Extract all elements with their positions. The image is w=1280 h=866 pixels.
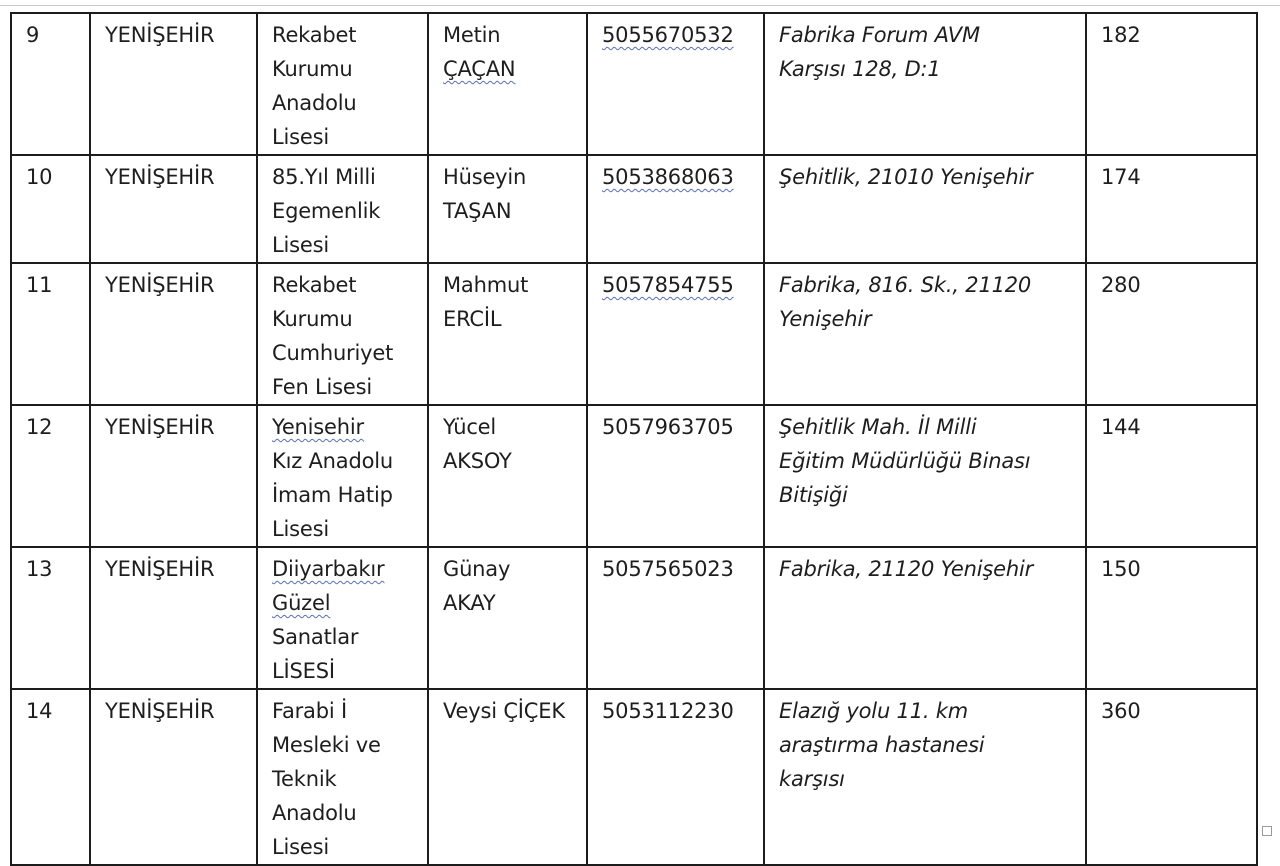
count-cell (1086, 405, 1257, 547)
count-cell (1086, 13, 1257, 155)
contact-person-surname: ÇAÇAN (443, 57, 516, 81)
phone-number: 5057565023 (602, 557, 734, 581)
address-line: Fabrika, 21120 Yenişehir (779, 557, 1034, 581)
phone-number: 5055670532 (602, 23, 734, 47)
school-name-line: Lisesi (272, 517, 329, 541)
school-name-line: Kız Anadolu (272, 449, 393, 473)
table-row (11, 155, 1257, 263)
district-name: YENİŞEHİR (105, 699, 215, 723)
table-row (11, 547, 1257, 689)
school-name-cell (257, 689, 428, 865)
contact-person-line: Hüseyin (443, 165, 527, 189)
district-cell (90, 689, 257, 865)
address-line: araştırma hastanesi (779, 733, 985, 757)
phone-cell (587, 155, 764, 263)
district-cell (90, 405, 257, 547)
row-number: 14 (26, 699, 53, 723)
school-name-line: Kurumu (272, 307, 353, 331)
address-line: Fabrika Forum AVM (779, 23, 980, 47)
table-resize-handle[interactable] (1262, 826, 1272, 836)
address-cell (764, 547, 1086, 689)
count-value: 280 (1101, 273, 1141, 297)
phone-cell (587, 405, 764, 547)
count-value: 144 (1101, 415, 1141, 439)
school-name-word: Güzel (272, 591, 331, 615)
count-value: 174 (1101, 165, 1141, 189)
address-cell (764, 155, 1086, 263)
school-name-line: LİSESİ (272, 659, 335, 683)
contact-person-line (443, 52, 572, 86)
school-name-line (272, 586, 413, 620)
count-value: 182 (1101, 23, 1141, 47)
school-name-line: Mesleki ve (272, 733, 381, 757)
school-name-line: Rekabet (272, 23, 357, 47)
contact-person-cell (428, 405, 587, 547)
count-value: 150 (1101, 557, 1141, 581)
school-name-line: 85.Yıl Milli (272, 165, 376, 189)
address-cell (764, 263, 1086, 405)
count-cell (1086, 263, 1257, 405)
school-name-cell (257, 405, 428, 547)
school-name-line: Anadolu (272, 801, 357, 825)
row-number-cell (11, 689, 90, 865)
row-number-cell (11, 13, 90, 155)
contact-person-line: Günay (443, 557, 511, 581)
school-name-line (272, 552, 413, 586)
count-cell (1086, 689, 1257, 865)
contact-person-line: AKSOY (443, 449, 512, 473)
school-name-word: Diiyarbakır (272, 557, 385, 581)
count-value: 360 (1101, 699, 1141, 723)
school-name-cell (257, 155, 428, 263)
address-line: Karşısı 128, D:1 (779, 57, 941, 81)
contact-person-cell (428, 263, 587, 405)
count-cell (1086, 155, 1257, 263)
school-name-line: Lisesi (272, 233, 329, 257)
address-line: Elazığ yolu 11. km (779, 699, 969, 723)
school-name-line: Teknik (272, 767, 337, 791)
contact-person-cell (428, 155, 587, 263)
contact-person-line: AKAY (443, 591, 496, 615)
contact-person-cell (428, 547, 587, 689)
district-cell (90, 155, 257, 263)
school-name-line: Farabi İ (272, 699, 347, 723)
district-name: YENİŞEHİR (105, 165, 215, 189)
phone-number: 5053868063 (602, 165, 734, 189)
row-number-cell (11, 547, 90, 689)
school-name-line: Kurumu (272, 57, 353, 81)
phone-cell (587, 689, 764, 865)
address-line: Eğitim Müdürlüğü Binası (779, 449, 1031, 473)
phone-number: 5057854755 (602, 273, 734, 297)
table-row (11, 263, 1257, 405)
table-row (11, 689, 1257, 865)
contact-person-cell (428, 689, 587, 865)
district-name: YENİŞEHİR (105, 23, 215, 47)
address-line: Şehitlik, 21010 Yenişehir (779, 165, 1033, 189)
school-name-line: Egemenlik (272, 199, 381, 223)
school-name-line: Anadolu (272, 91, 357, 115)
district-cell (90, 13, 257, 155)
school-name-line: Lisesi (272, 125, 329, 149)
district-cell (90, 263, 257, 405)
school-name-line: Sanatlar (272, 625, 359, 649)
district-name: YENİŞEHİR (105, 557, 215, 581)
address-cell (764, 405, 1086, 547)
school-name-cell (257, 13, 428, 155)
row-number: 12 (26, 415, 53, 439)
contact-person-line: ERCİL (443, 307, 502, 331)
school-name-word: Yenisehir (272, 415, 364, 439)
phone-cell (587, 13, 764, 155)
address-cell (764, 13, 1086, 155)
contact-person-line: Veysi ÇİÇEK (443, 699, 565, 723)
phone-number: 5053112230 (602, 699, 734, 723)
phone-cell (587, 547, 764, 689)
district-name: YENİŞEHİR (105, 273, 215, 297)
address-line: Şehitlik Mah. İl Milli (779, 415, 977, 439)
contact-person-line: Mahmut (443, 273, 529, 297)
phone-number: 5057963705 (602, 415, 734, 439)
row-number: 11 (26, 273, 53, 297)
school-name-line: Rekabet (272, 273, 357, 297)
row-number: 13 (26, 557, 53, 581)
contact-person-line: TAŞAN (443, 199, 512, 223)
school-name-line: Lisesi (272, 835, 329, 859)
phone-cell (587, 263, 764, 405)
row-number: 10 (26, 165, 53, 189)
row-number: 9 (26, 23, 40, 47)
row-number-cell (11, 405, 90, 547)
schools-table (10, 12, 1258, 866)
page-top-rule (0, 5, 1280, 6)
contact-person-line: Metin (443, 23, 501, 47)
address-line: Fabrika, 816. Sk., 21120 (779, 273, 1032, 297)
table-row (11, 13, 1257, 155)
table-row (11, 405, 1257, 547)
contact-person-cell (428, 13, 587, 155)
school-name-line (272, 410, 413, 444)
address-line: Bitişiği (779, 483, 848, 507)
school-name-cell (257, 263, 428, 405)
district-name: YENİŞEHİR (105, 415, 215, 439)
count-cell (1086, 547, 1257, 689)
address-line: Yenişehir (779, 307, 872, 331)
school-name-line: Cumhuriyet (272, 341, 394, 365)
school-name-cell (257, 547, 428, 689)
row-number-cell (11, 155, 90, 263)
school-name-line: İmam Hatip (272, 483, 393, 507)
address-cell (764, 689, 1086, 865)
district-cell (90, 547, 257, 689)
contact-person-line: Yücel (443, 415, 497, 439)
row-number-cell (11, 263, 90, 405)
address-line: karşısı (779, 767, 845, 791)
school-name-line: Fen Lisesi (272, 375, 373, 399)
